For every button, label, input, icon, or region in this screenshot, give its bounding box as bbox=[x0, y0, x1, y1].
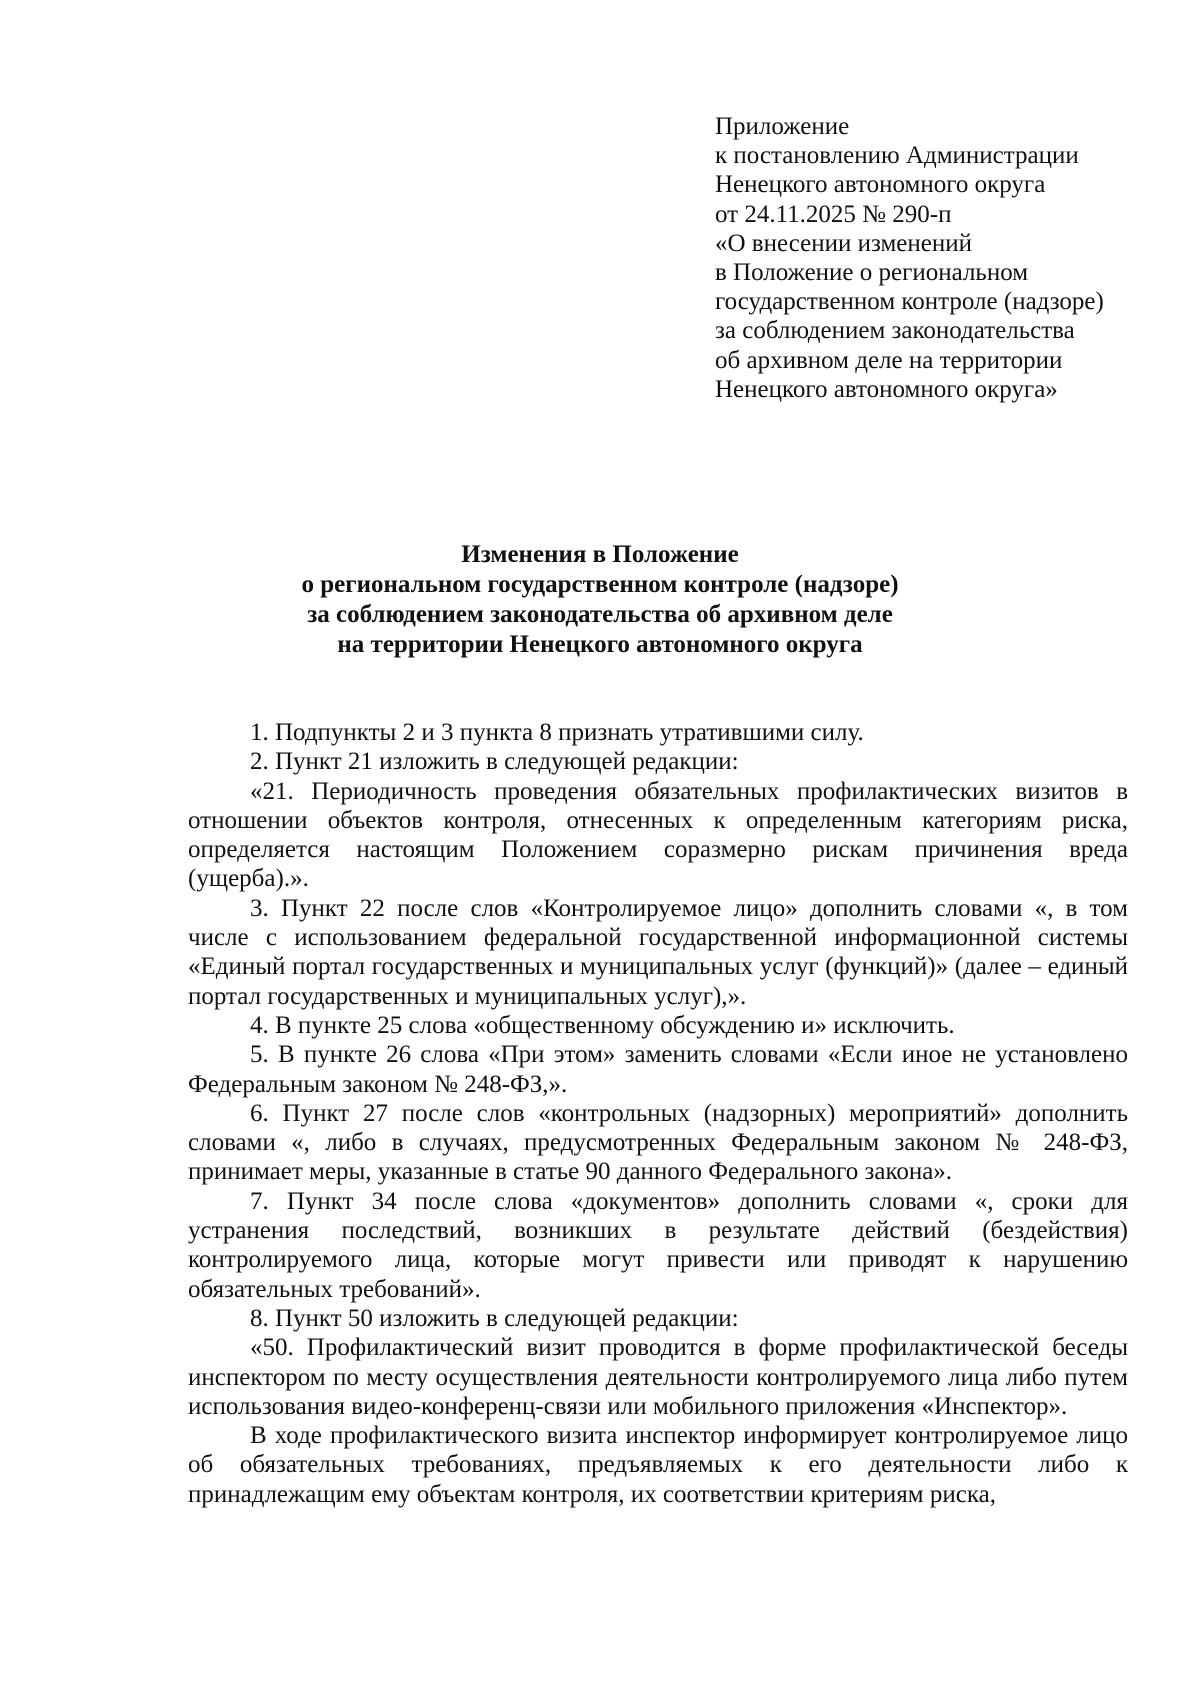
appendix-line: Приложение bbox=[715, 113, 850, 140]
paragraph: «50. Профилактический визит проводится в форме профилактической беседы инспектором по месту осуществления деятельности контролируемого лица либо путем использования видео-конференц-связи или мобильного приложения «Инспектор». bbox=[188, 1334, 1128, 1420]
appendix-line: от 24.11.2025 № 290-п bbox=[715, 200, 952, 228]
appendix-line: к постановлению Администрации bbox=[715, 142, 1079, 170]
paragraph: «21. Периодичность проведения обязательных профилактических визитов в отношении объектов контроля, отнесенных к определенным категориям риска, определяется настоящим Положением соразмерно рискам причинения вреда (ущерба).». bbox=[188, 777, 1128, 893]
document-title bbox=[150, 540, 1050, 660]
paragraph: 3. Пункт 22 после слов «Контролируемое лицо» дополнить словами «, в том числе с использованием федеральной государственной информационной системы «Единый портал государственных и муниципальных услуг (функций)» (далее – единый портал государственных и муниципальных услуг),». bbox=[188, 894, 1128, 1010]
appendix-line: за соблюдением законодательства bbox=[715, 317, 1075, 345]
appendix-line: в Положение о региональном bbox=[715, 259, 1029, 287]
appendix-line: Ненецкого автономного округа bbox=[715, 171, 1046, 199]
paragraph: 8. Пункт 50 изложить в следующей редакции: bbox=[250, 1304, 739, 1332]
title-line: на территории Ненецкого автономного округа bbox=[337, 631, 863, 658]
appendix-line: государственном контроле (надзоре) bbox=[715, 288, 1104, 316]
paragraph: 7. Пункт 34 после слова «документов» дополнить словами «, сроки для устранения последствий, возникших в результате действий (бездействия) контролируемого лица, которые могут привести или приводят к нарушению обязательных требований». bbox=[188, 1187, 1128, 1303]
appendix-header bbox=[715, 112, 1155, 404]
paragraph: 5. В пункте 26 слова «При этом» заменить словами «Если иное не установлено Федеральным законом № 248-ФЗ,». bbox=[188, 1041, 1128, 1098]
paragraph: 6. Пункт 27 после слов «контрольных (надзорных) мероприятий» дополнить словами «, либо в случаях, предусмотренных Федеральным законом № 248-ФЗ, принимает меры, указанные в статье 90 данного Федерального закона». bbox=[188, 1099, 1128, 1186]
title-line: за соблюдением законодательства об архивном деле bbox=[307, 601, 893, 628]
appendix-line: Ненецкого автономного округа» bbox=[715, 375, 1058, 403]
paragraph: 4. В пункте 25 слова «общественному обсуждению и» исключить. bbox=[250, 1011, 955, 1039]
document-body bbox=[188, 718, 1128, 1509]
appendix-line: об архивном деле на территории bbox=[715, 346, 1063, 374]
title-line: Изменения в Положение bbox=[461, 541, 739, 568]
paragraph: 1. Подпункты 2 и 3 пункта 8 признать утратившими силу. bbox=[250, 719, 864, 746]
appendix-line: «О внесении изменений bbox=[715, 229, 973, 257]
paragraph: В ходе профилактического визита инспектор информирует контролируемое лицо об обязательных требованиях, предъявляемых к его деятельности либо к принадлежащим ему объектам контроля, их соответствии критериям риска, bbox=[188, 1422, 1128, 1508]
title-line: о региональном государственном контроле (надзоре) bbox=[301, 571, 899, 598]
paragraph: 2. Пункт 21 изложить в следующей редакции: bbox=[250, 748, 739, 776]
